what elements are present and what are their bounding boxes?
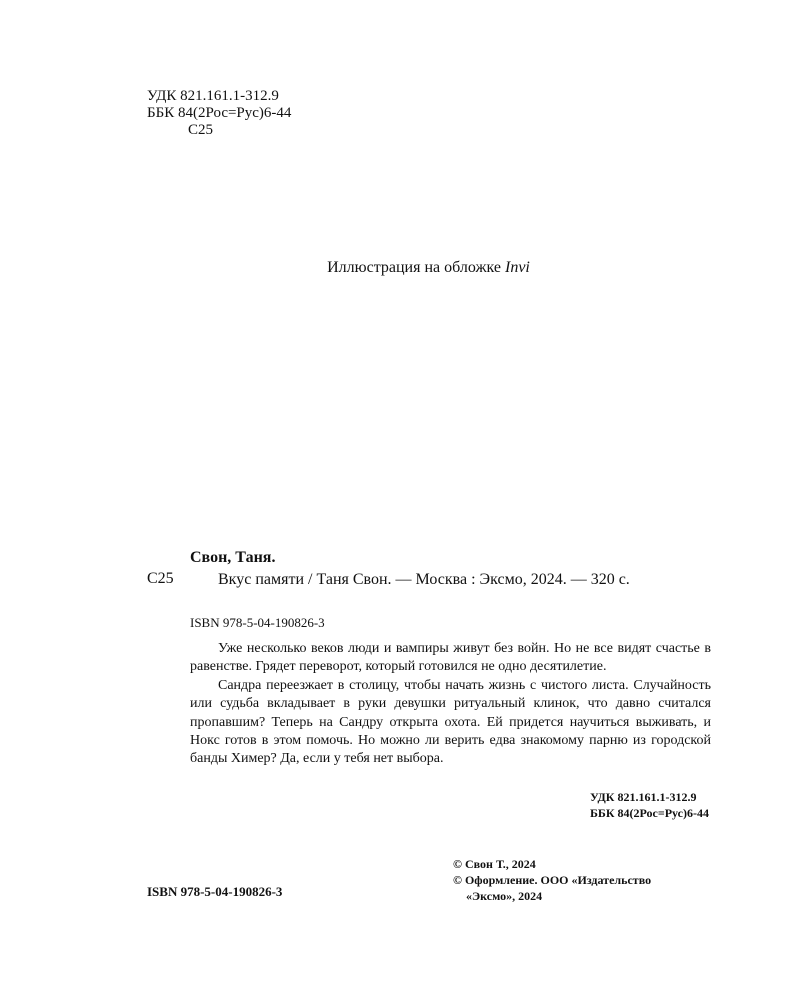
udk-code-bold: УДК 821.161.1-312.9	[589, 790, 697, 804]
bottom-isbn: ISBN 978-5-04-190826-3	[147, 884, 283, 899]
top-classification-codes	[147, 88, 291, 139]
illustration-artist: Invi	[505, 259, 530, 276]
copyright-publisher: «Эксмо», 2024	[466, 889, 543, 903]
annotation-paragraph: Уже несколько веков люди и вампиры живут без войн. Но не все видят счастье в равенстве. Грядет переворот, который готовился не одно десятилетие.	[190, 641, 711, 675]
copyright-design: © Оформление. ООО «Издательство	[453, 873, 652, 887]
udk-code: УДК 821.161.1-312.9	[147, 88, 279, 104]
copyright-author: © Свон Т., 2024	[453, 857, 536, 871]
annotation-paragraph: Сандра переезжает в столицу, чтобы начать жизнь с чистого листа. Случайность или судьба вкладывает в руки девушки ритуальный клинок, что давно считался пропавшим? Теперь на Сандру открыта охота. Ей придется научиться выживать, и Нокс готов в этом помочь. Но можно ли верить едва знакомому парню из городской банды Химер? Да, если у тебя нет выбора.	[190, 677, 711, 767]
illustration-label: Иллюстрация на обложке	[327, 259, 501, 276]
bottom-classification-codes	[590, 789, 709, 821]
book-annotation	[190, 640, 711, 769]
author-sign: С25	[188, 122, 214, 138]
bbk-code: ББК 84(2Рос=Рус)6-44	[147, 105, 292, 121]
illustration-credit	[0, 259, 800, 277]
catalog-title: Вкус памяти / Таня Свон. — Москва : Эксмо, 2024. — 320 с.	[218, 571, 630, 588]
copyright-notice	[453, 856, 733, 904]
bbk-code-bold: ББК 84(2Рос=Рус)6-44	[589, 806, 709, 820]
catalog-author: Свон, Таня.	[190, 549, 276, 566]
catalog-isbn: ISBN 978-5-04-190826-3	[190, 615, 325, 630]
catalog-code: С25	[147, 570, 174, 587]
